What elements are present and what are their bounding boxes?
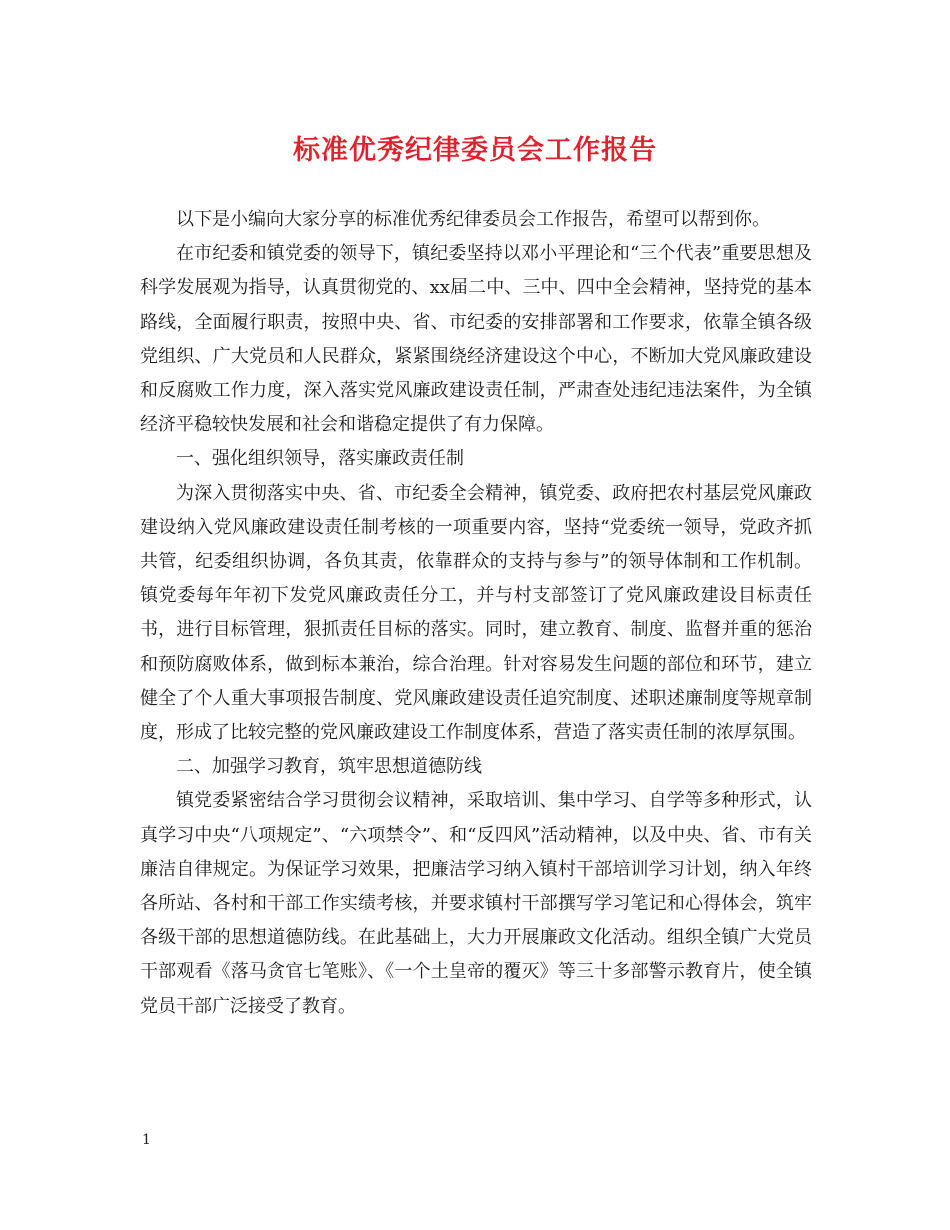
body-paragraph: 在市纪委和镇党委的领导下，镇纪委坚持以邓小平理论和“三个代表”重要思想及科学发展观为指导，认真贯彻党的、xx届二中、三中、四中全会精神，坚持党的基本路线，全面履行职责，按照中央、省、市纪委的安排部署和工作要求，依靠全镇各级党组织、广大党员和人民群众，紧紧围绕经济建设这个中心，不断加大党风廉政建设和反腐败工作力度，深入落实党风廉政建设责任制，严肃查处违纪违法案件，为全镇经济平稳较快发展和社会和谐稳定提供了有力保障。 [140,243,812,436]
page-number: 1 [142,1132,151,1148]
document-body [140,203,812,1024]
section-heading: 一、强化组织领导，落实廉政责任制 [176,448,464,470]
body-paragraph: 镇党委紧密结合学习贯彻会议精神，采取培训、集中学习、自学等多种形式，认真学习中央“八项规定”、“六项禁令”、和“反四风”活动精神，以及中央、省、市有关廉洁自律规定。为保证学习效果，把廉洁学习纳入镇村干部培训学习计划，纳入年终各所站、各村和干部工作实绩考核，并要求镇村干部撰写学习笔记和心得体会，筑牢各级干部的思想道德防线。在此基础上，大力开展廉政文化活动。组织全镇广大党员干部观看《落马贪官七笔账》、《一个土皇帝的覆灭》等三十多部警示教育片，使全镇党员干部广泛接受了教育。 [140,790,812,1017]
body-paragraph: 为深入贯彻落实中央、省、市纪委全会精神，镇党委、政府把农村基层党风廉政建设纳入党风廉政建设责任制考核的一项重要内容，坚持“党委统一领导，党政齐抓共管，纪委组织协调，各负其责，依靠群众的支持与参与”的领导体制和工作机制。镇党委每年年初下发党风廉政责任分工，并与村支部签订了党风廉政建设目标责任书，进行目标管理，狠抓责任目标的落实。同时，建立教育、制度、监督并重的惩治和预防腐败体系，做到标本兼治，综合治理。针对容易发生问题的部位和环节，建立健全了个人重大事项报告制度、党风廉政建设责任追究制度、述职述廉制度等规章制度，形成了比较完整的党风廉政建设工作制度体系，营造了落实责任制的浓厚氛围。 [140,482,812,744]
intro-paragraph: 以下是小编向大家分享的标准优秀纪律委员会工作报告，希望可以帮到你。 [176,209,770,230]
section-heading: 二、加强学习教育，筑牢思想道德防线 [176,756,482,778]
document-title: 标准优秀纪律委员会工作报告 [293,135,657,166]
